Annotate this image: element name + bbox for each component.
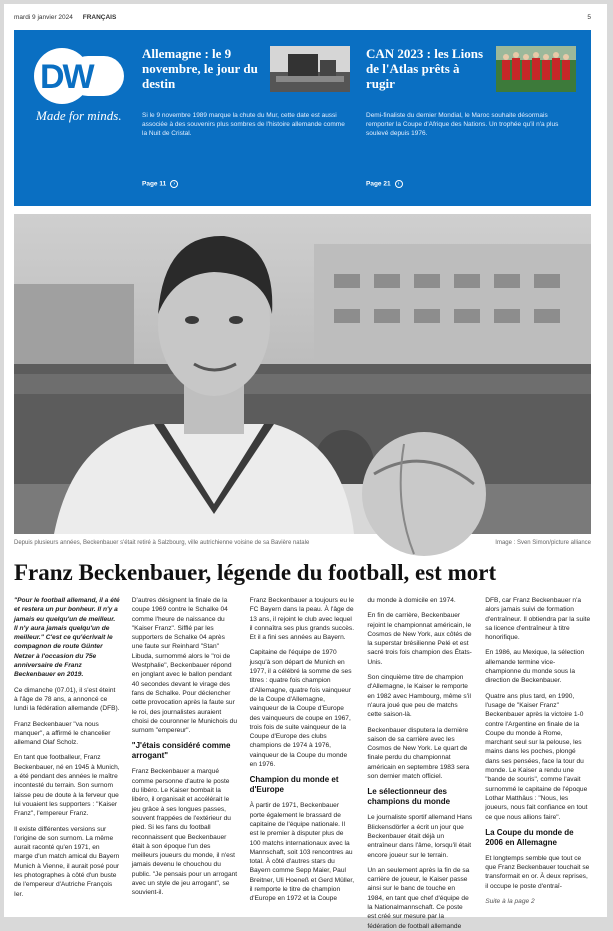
article-body: [14, 596, 591, 930]
arrow-right-icon: ›: [395, 180, 403, 188]
paragraph: Franz Beckenbauer a marqué comme personne d'autre le poste du libéro. Le Kaiser bombait la libéro, il organisait et accélérait le jeu grâce à ses longues passes, souvent frappées de l'extérieur du pied. Si les fans du football reconnaissent que Beckenbauer était à son époque l'un des meilleurs joueurs du monde, il n'est jamais devenu le chouchou du public. "Je pensais pour un arrogant avec un style de jeu arrogant", se souvient-il.: [131, 768, 238, 897]
paragraph: DFB, car Franz Beckenbauer n'a alors jamais suivi de formation d'entraîneur. Il obtiendra par la suite sa licence d'entraîneur à titre honorifique.: [485, 597, 591, 642]
paragraph: À partir de 1971, Beckenbauer porte également le brassard de capitaine de l'équipe nationale. Il est le premier à disputer plus de 100 matchs internationaux avec la Mannschaft, soit 103 rencontres au total. À côté d'autres stars du Bayern comme Sepp Maier, Paul Breitner, Uli Hoeneß et Gerd Müller, il remporte le titre de champion d'Europe en 1972 et la Coupe: [249, 802, 355, 903]
teaser-title[interactable]: Allemagne : le 9 novembre, le jour du destin: [142, 46, 258, 91]
issue-date: mardi 9 janvier 2024: [14, 14, 73, 21]
subheading: Le sélectionneur des champions du monde: [367, 787, 451, 807]
paragraph: du monde à domicile en 1974.: [367, 597, 456, 604]
continued-link[interactable]: Suite à la page 2: [485, 898, 535, 906]
article-column-1: [14, 596, 120, 908]
paragraph: Franz Beckenbauer "va nous manquer", a affirmé le chancelier allemand Olaf Scholz.: [14, 720, 111, 747]
arrow-right-icon: ›: [170, 180, 178, 188]
morocco-team-thumbnail: [496, 46, 576, 92]
dw-logo: [34, 48, 124, 104]
article-headline: Franz Beckenbauer, légende du football, est mort: [14, 560, 497, 585]
subheading: "J'étais considéré comme arrogant": [131, 741, 231, 761]
page-meta: [14, 14, 591, 26]
photo-caption: [14, 540, 591, 546]
paragraph: Beckenbauer disputera la dernière saison de sa carrière avec les Cosmos de New York. Le quart de finale perdu du championnat américain en septembre 1983 sera son dernier match officiel.: [367, 726, 470, 781]
article-column-5: [485, 596, 591, 908]
dw-tagline: Made for minds.: [36, 108, 122, 123]
paragraph: Franz Beckenbauer a toujours eu le FC Bayern dans la peau. À l'âge de 13 ans, il rejoint le club avec lequel il connaîtra ses plus grands succès. Et il a fini ses années au Bayern.: [249, 597, 355, 642]
dw-banner: [14, 30, 591, 206]
paragraph: D'autres désignent la finale de la coupe 1969 contre le Schalke 04 comme l'heure de naissance du "Kaiser Franz". Sifflé par les supporters de Schalke 04 après une faute sur Reinhard "Stan" Libuda, surnommé alors le "roi de Westphalie", Beckenbauer répond en jonglant avec le ballon pendant 40 secondes devant le virage des fans de Schalke. Pour déclencher cette provocation après la faute sur le roi, des journalistes auraient choisi de couronner le Munichois du surnom "empereur".: [131, 597, 237, 735]
language-label: FRANÇAIS: [82, 14, 117, 21]
teaser-can-2023[interactable]: [366, 46, 576, 188]
paragraph: En fin de carrière, Beckenbauer rejoint le championnat américain, le Cosmos de New York, aux côtés de la superstar brésilienne Pelé et est sacré trois fois champion des États-Unis.: [367, 612, 472, 666]
article-lead: "Pour le football allemand, il a été et restera un pur bonheur. Il n'y a jamais eu quelqu'un de meilleur. Il n'y aura jamais quelqu'un de meilleur." C'est ce qu'écrivait le compagnon de route Günter Netzer à l'occasion du 75e anniversaire de Franz Beckenbauer en 2019.: [14, 597, 120, 679]
paragraph: Et longtemps semble que tout ce que Franz Beckenbauer touchait se transformait en or. À deux reprises, il occupe le poste d'entraî-: [485, 854, 590, 890]
caption-text: Depuis plusieurs années, Beckenbauer s'était retiré à Salzbourg, ville autrichienne voisine de sa Bavière natale: [14, 540, 310, 546]
article-column-3: [250, 596, 356, 908]
paragraph: En tant que footballeur, Franz Beckenbauer, né en 1945 à Munich, a été pendant des années le maître incontesté du terrain. Son surnom laisse peu de doute à la ferveur que lui vouaient les supporters : "Kaiser Franz", l'empereur Franz.: [14, 754, 120, 818]
paragraph: Le journaliste sportif allemand Hans Blickensdörfer a écrit un jour que Beckenbauer était déjà un entraîneur dans l'âme, lorsqu'il était encore joueur sur le terrain.: [367, 814, 473, 859]
paragraph: Capitaine de l'équipe de 1970 jusqu'à son départ de Munich en 1977, il a célébré la somme de ses titres : quatre fois champion d'Allemagne, quatre fois vainqueur de la Coupe d'Allemagne, vainqueur de la Coupe d'Europe des vainqueurs de coupe en 1967, trois fois de suite vainqueur de la Coupe d'Europe des clubs champions de 1974 à 1976, vainqueur de la Coupe du monde en 1976.: [249, 649, 352, 769]
teaser-title[interactable]: CAN 2023 : les Lions de l'Atlas prêts à rugir: [366, 46, 484, 91]
teaser-allemagne[interactable]: [142, 46, 350, 188]
dw-logo-text: DW: [40, 58, 93, 96]
subheading: La Coupe du monde de 2006 en Allemagne: [485, 827, 574, 847]
paragraph: Un an seulement après la fin de sa carrière de joueur, le Kaiser passe ainsi sur le banc de touche en 1984, en tant que chef d'équipe de la Nationalmannschaft. Ce poste est créé sur mesure par la fédération de football allemande: [367, 866, 470, 930]
paragraph: En 1986, au Mexique, la sélection allemande termine vice-championne du monde sous la direction de Beckenbauer.: [485, 649, 585, 685]
paragraph: Son cinquième titre de champion d'Allemagne, le Kaiser le remporte en 1982 avec Hambourg, même s'il n'aura joué que peu de matchs cette saison-là.: [367, 674, 471, 719]
berlin-wall-thumbnail: [270, 46, 350, 92]
article-column-2: [132, 596, 238, 908]
beckenbauer-photo: [14, 214, 591, 534]
newspaper-page: [4, 4, 607, 930]
teaser-page-link[interactable]: Page 21 ›: [366, 180, 403, 188]
paragraph: Quatre ans plus tard, en 1990, l'usage de "Kaiser Franz" Beckenbauer après la victoire 1-0 contre l'Argentine en finale de la Coupe du monde à Rome, marchant seul sur la pelouse, les mains dans les poches, plongé dans ses pensées, face la tour du monde. Le Kaiser a rendu une "bande de souris", comme l'avait surnommé le capitaine de l'époque Lothar Matthäus : "Nous, les joueurs, nous fait confiance en tout ce que nous allions faire".: [485, 692, 588, 821]
photo-credit: Image : Sven Simon/picture alliance: [495, 540, 591, 546]
teaser-text: Si le 9 novembre 1989 marque la chute du Mur, cette date est aussi associée à des souvenirs plus sombres de l'histoire allemande comme la Nuit de Cristal.: [142, 112, 345, 137]
paragraph: Il existe différentes versions sur l'origine de son surnom. La même aurait raconté qu'en 1971, en marge d'un match amical du Bayern Munich à Vienne, il aurait posé pour les photographes à côté d'un buste de l'empereur d'Autriche François Ier.: [14, 825, 120, 898]
article-column-4: [367, 596, 473, 930]
subheading: Champion du monde et d'Europe: [249, 775, 339, 795]
teaser-text: Demi-finaliste du dernier Mondial, le Maroc souhaite désormais remporter la Coupe d'Afrique des Nations. Un trophée qu'il n'a plus soulevé depuis 1976.: [366, 112, 559, 137]
paragraph: Ce dimanche (07.01), il s'est éteint à l'âge de 78 ans, a annoncé ce lundi la fédération allemande (DFB).: [14, 686, 120, 713]
teaser-page-link[interactable]: Page 11 ›: [142, 180, 178, 188]
page-number: 5: [587, 14, 591, 21]
